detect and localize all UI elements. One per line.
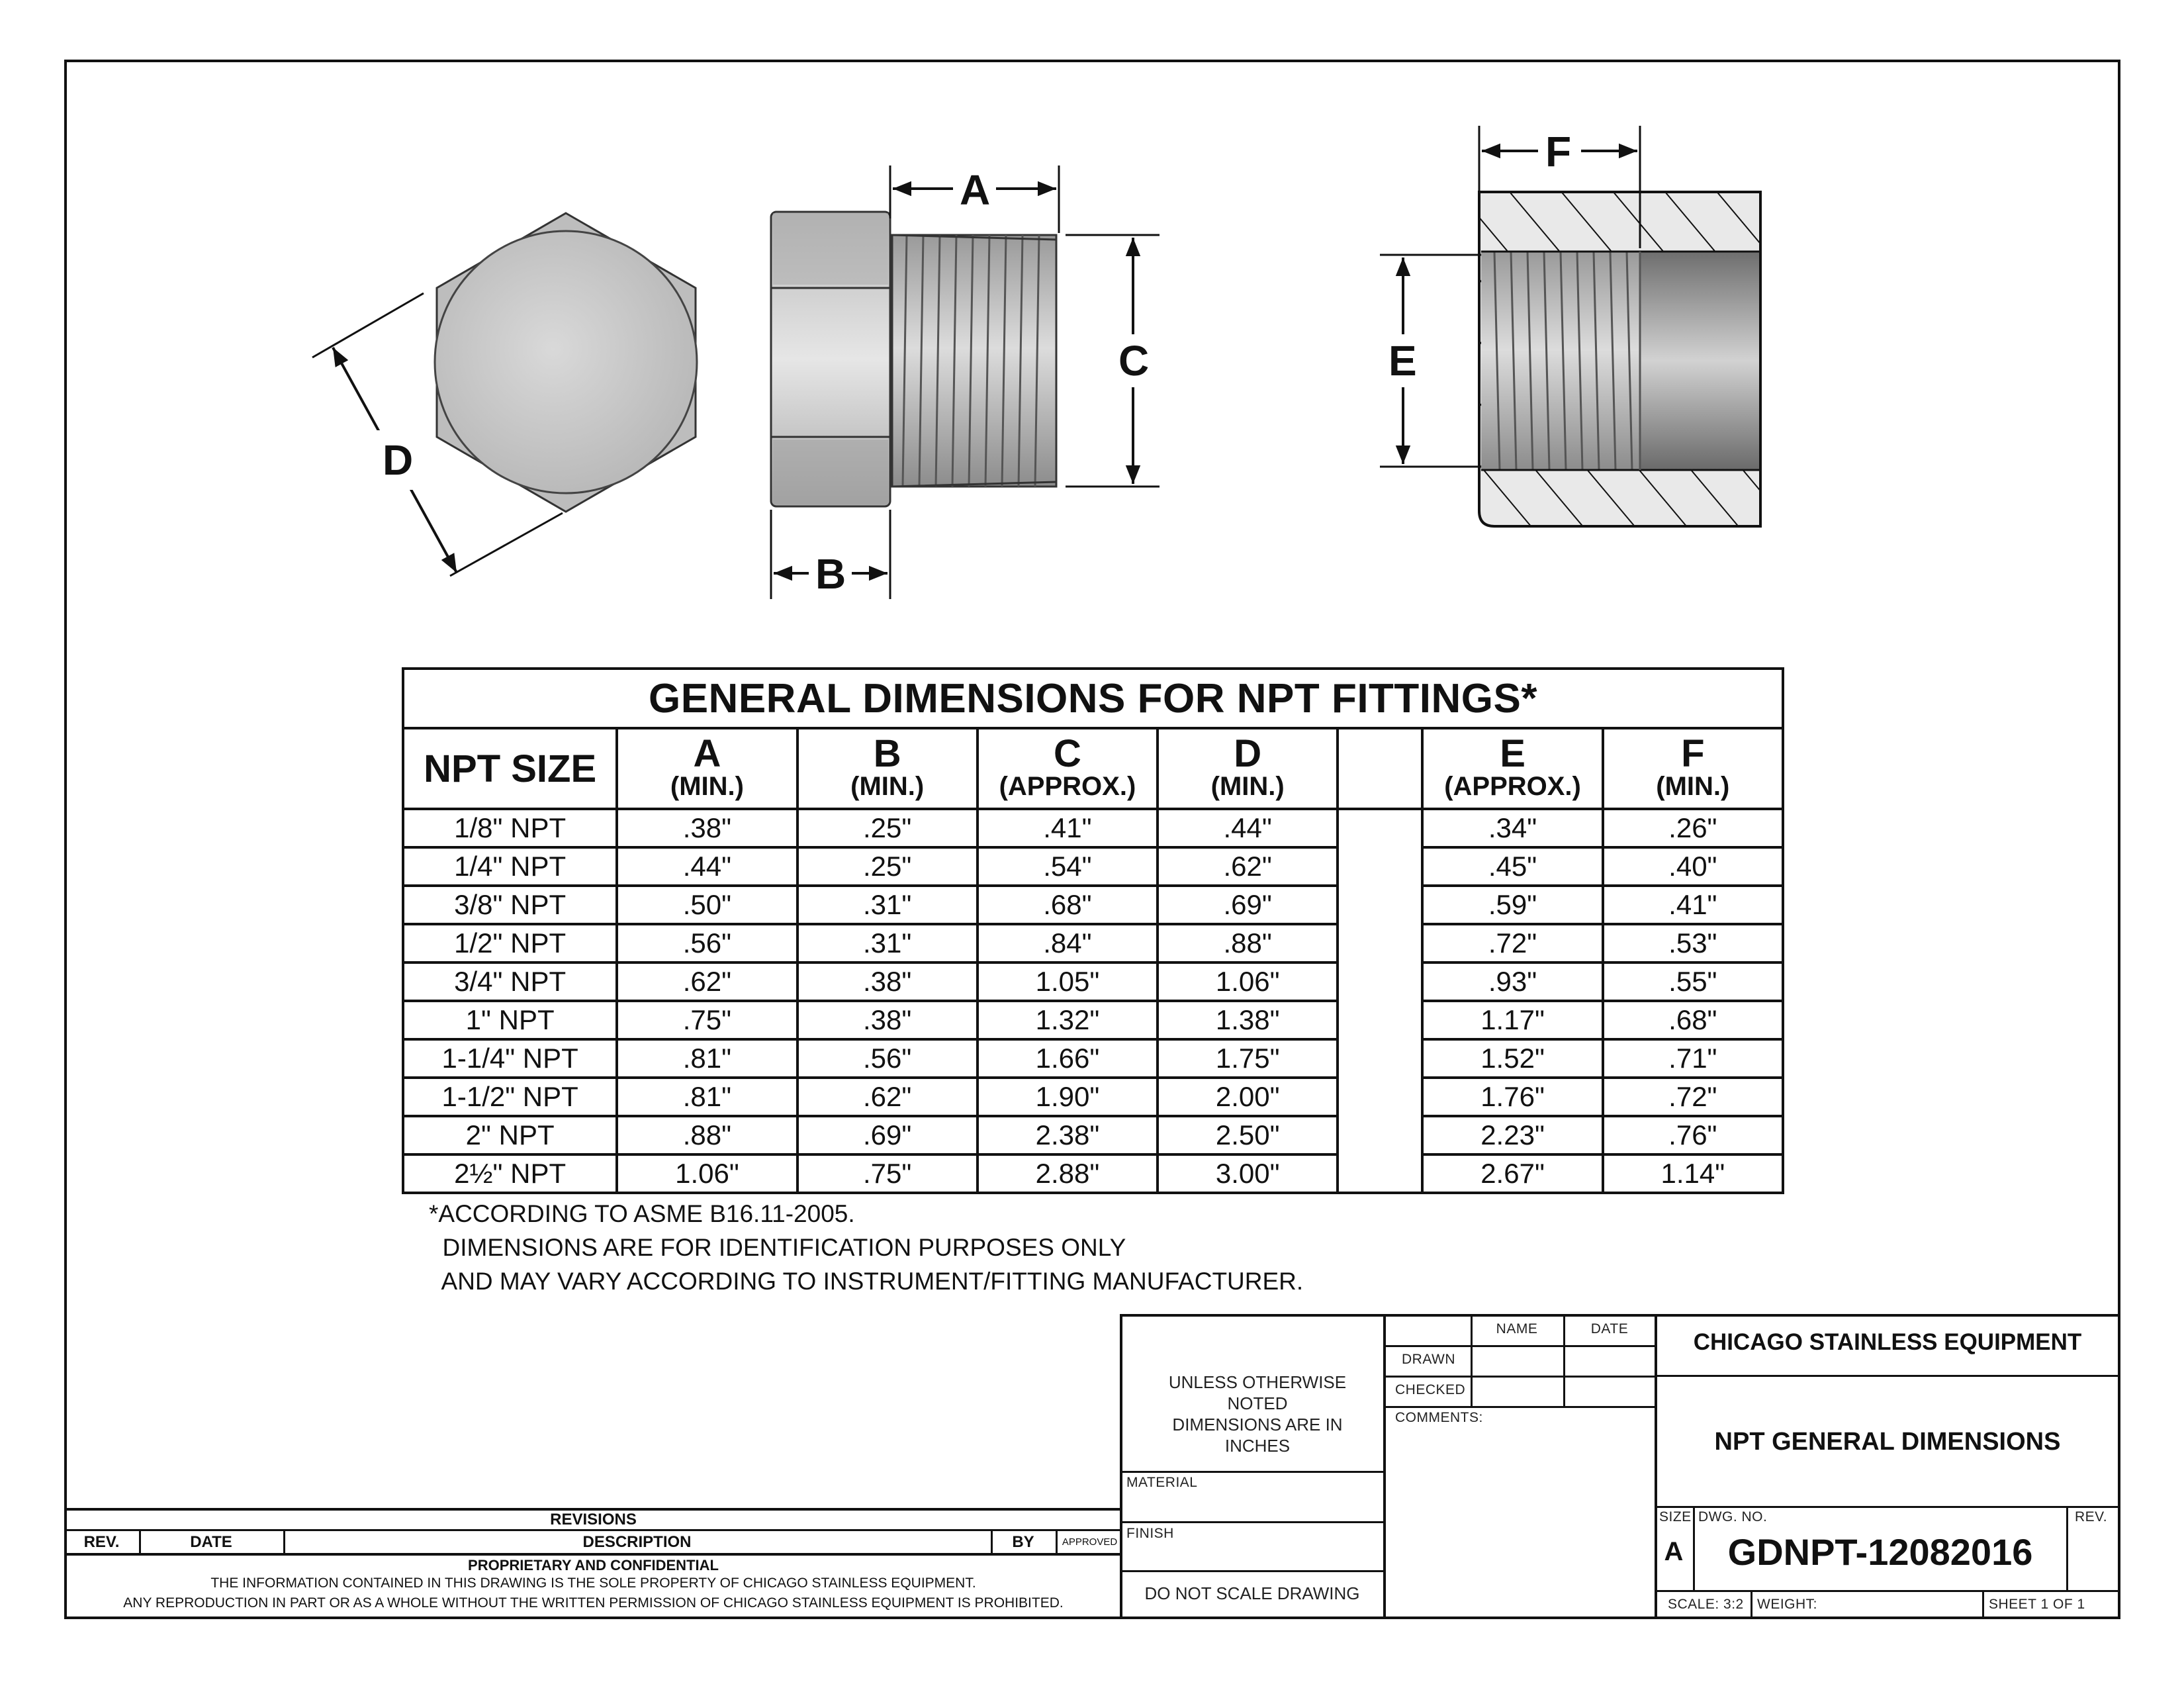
- hex-end-view: [312, 213, 697, 576]
- dimension-cell: .50": [617, 886, 797, 924]
- dim-label-a: A: [960, 166, 991, 214]
- dimension-cell: .69": [1158, 886, 1338, 924]
- dimension-cell: .44": [617, 847, 797, 886]
- dimension-cell: .62": [797, 1078, 978, 1116]
- dimension-cell: 1.14": [1603, 1154, 1783, 1193]
- column-header: [1603, 728, 1783, 809]
- dimension-cell: .88": [1158, 924, 1338, 962]
- checked-label: CHECKED: [1395, 1382, 1466, 1397]
- dimension-cell: .31": [797, 886, 978, 924]
- dimension-cell: .75": [797, 1154, 978, 1193]
- column-header-qualifier: (APPROX.): [999, 772, 1136, 801]
- dimension-cell: .62": [1158, 847, 1338, 886]
- description-col-header: DESCRIPTION: [582, 1533, 692, 1551]
- npt-size-cell: 3/4" NPT: [403, 962, 617, 1001]
- name-header: NAME: [1496, 1321, 1538, 1336]
- dimension-cell: 2.00": [1158, 1078, 1338, 1116]
- units-note: [1145, 1372, 1370, 1456]
- npt-size-cell: 3/8" NPT: [403, 886, 617, 924]
- proprietary-line: ANY REPRODUCTION IN PART OR AS A WHOLE WITHOUT THE WRITTEN PERMISSION OF CHICAGO STAINLESS EQUIPMENT IS PROHIBITED.: [123, 1595, 1064, 1611]
- size-label: SIZE: [1659, 1509, 1692, 1524]
- dim-label-f: F: [1545, 128, 1572, 175]
- column-header-qualifier: (MIN.): [1210, 772, 1285, 801]
- dimension-cell: .40": [1603, 847, 1783, 886]
- table-row: [403, 1078, 1783, 1116]
- table-row: [403, 886, 1783, 924]
- table-title: GENERAL DIMENSIONS FOR NPT FITTINGS*: [403, 669, 1783, 728]
- finish-label: FINISH: [1126, 1526, 1174, 1541]
- dimension-cell: 1.32": [978, 1001, 1158, 1039]
- dimension-cell: .44": [1158, 809, 1338, 847]
- table-notes: [429, 1197, 1303, 1298]
- npt-size-cell: 2" NPT: [403, 1116, 617, 1154]
- npt-size-cell: 1/4" NPT: [403, 847, 617, 886]
- sheet-label: SHEET 1 OF 1: [1989, 1597, 2085, 1612]
- dimension-cell: .69": [797, 1116, 978, 1154]
- npt-size-cell: 1/8" NPT: [403, 809, 617, 847]
- fitting-drawings: [0, 0, 2184, 662]
- dimension-cell: .41": [978, 809, 1158, 847]
- units-note-line: UNLESS OTHERWISE NOTED: [1168, 1372, 1347, 1413]
- dimension-cell: .72": [1603, 1078, 1783, 1116]
- column-header: [978, 728, 1158, 809]
- approved-col-header: APPROVED: [1062, 1536, 1118, 1548]
- dimension-cell: 1.06": [1158, 962, 1338, 1001]
- dimension-cell: [1338, 924, 1422, 962]
- note-line: DIMENSIONS ARE FOR IDENTIFICATION PURPOSES ONLY: [429, 1234, 1126, 1261]
- date-col-header: DATE: [190, 1533, 232, 1551]
- column-header-label: B: [873, 732, 901, 775]
- column-header-qualifier: (APPROX.): [1444, 772, 1581, 801]
- rev-col-header: REV.: [83, 1533, 120, 1551]
- column-header-qualifier: (MIN.): [1656, 772, 1730, 801]
- date-header: DATE: [1590, 1321, 1629, 1336]
- proprietary-line: THE INFORMATION CONTAINED IN THIS DRAWING IS THE SOLE PROPERTY OF CHICAGO STAINLESS EQUIPMENT.: [210, 1575, 976, 1591]
- table-row: [403, 847, 1783, 886]
- dimension-cell: .88": [617, 1116, 797, 1154]
- do-not-scale-note: DO NOT SCALE DRAWING: [1144, 1583, 1360, 1603]
- dimension-cell: 2.88": [978, 1154, 1158, 1193]
- column-header-qualifier: (MIN.): [850, 772, 925, 801]
- dimension-cell: .38": [617, 809, 797, 847]
- dimension-cell: 1.17": [1422, 1001, 1602, 1039]
- table-row: [403, 1039, 1783, 1078]
- dimension-cell: 1.05": [978, 962, 1158, 1001]
- dimension-cell: [1338, 847, 1422, 886]
- dim-label-d: D: [383, 436, 414, 484]
- column-header: [1422, 728, 1602, 809]
- by-col-header: BY: [1012, 1533, 1034, 1551]
- dimension-cell: .38": [797, 1001, 978, 1039]
- cap-section-view: [1380, 126, 1760, 526]
- scale-label: SCALE: 3:2: [1668, 1597, 1744, 1612]
- npt-size-cell: 1-1/4" NPT: [403, 1039, 617, 1078]
- dimension-cell: .31": [797, 924, 978, 962]
- column-header-label: F: [1681, 732, 1705, 775]
- drawing-number: GDNPT-12082016: [1727, 1531, 2033, 1573]
- npt-size-cell: 2½" NPT: [403, 1154, 617, 1193]
- dimension-cell: .53": [1603, 924, 1783, 962]
- table-row: [403, 962, 1783, 1001]
- material-label: MATERIAL: [1126, 1475, 1198, 1490]
- weight-label: WEIGHT:: [1757, 1597, 1817, 1612]
- table-header-row: [403, 728, 1783, 809]
- dimension-cell: 1.66": [978, 1039, 1158, 1078]
- dimension-cell: .56": [617, 924, 797, 962]
- dimension-cell: .68": [1603, 1001, 1783, 1039]
- dimensions-table: [402, 667, 1784, 1194]
- dimension-cell: [1338, 1078, 1422, 1116]
- drawn-label: DRAWN: [1402, 1352, 1456, 1367]
- dimension-cell: 1.52": [1422, 1039, 1602, 1078]
- table-row: [403, 924, 1783, 962]
- column-header-label: A: [693, 732, 721, 775]
- column-header: [617, 728, 797, 809]
- column-header: [797, 728, 978, 809]
- npt-size-cell: 1" NPT: [403, 1001, 617, 1039]
- dimension-cell: .56": [797, 1039, 978, 1078]
- plug-side-view: [771, 165, 1160, 599]
- dimension-cell: .72": [1422, 924, 1602, 962]
- dimension-cell: .75": [617, 1001, 797, 1039]
- dimension-cell: .26": [1603, 809, 1783, 847]
- dimension-cell: 3.00": [1158, 1154, 1338, 1193]
- dim-label-b: B: [815, 550, 846, 598]
- dimension-cell: .93": [1422, 962, 1602, 1001]
- column-header-label: NPT SIZE: [424, 747, 597, 790]
- table-row: [403, 1001, 1783, 1039]
- column-header-label: D: [1234, 732, 1262, 775]
- dimension-cell: .84": [978, 924, 1158, 962]
- dimension-cell: [1338, 1154, 1422, 1193]
- dimension-cell: .81": [617, 1078, 797, 1116]
- dim-label-c: C: [1118, 337, 1150, 385]
- proprietary-title: PROPRIETARY AND CONFIDENTIAL: [468, 1557, 719, 1573]
- dimension-cell: .25": [797, 809, 978, 847]
- dwg-no-label: DWG. NO.: [1698, 1509, 1768, 1524]
- comments-label: COMMENTS:: [1395, 1410, 1483, 1425]
- dimension-cell: 1.76": [1422, 1078, 1602, 1116]
- column-header: [403, 728, 617, 809]
- dimension-cell: [1338, 1116, 1422, 1154]
- dimension-cell: 1.75": [1158, 1039, 1338, 1078]
- dimension-cell: 2.50": [1158, 1116, 1338, 1154]
- dimension-cell: .25": [797, 847, 978, 886]
- note-line: *ACCORDING TO ASME B16.11-2005.: [429, 1200, 855, 1227]
- dimension-cell: .71": [1603, 1039, 1783, 1078]
- table-body: [403, 809, 1783, 1193]
- dimension-cell: [1338, 1039, 1422, 1078]
- dimension-cell: .81": [617, 1039, 797, 1078]
- column-header-label: C: [1053, 732, 1081, 775]
- drawing-title: NPT GENERAL DIMENSIONS: [1714, 1428, 2061, 1456]
- table-row: [403, 1154, 1783, 1193]
- dimension-cell: 1.90": [978, 1078, 1158, 1116]
- column-header-label: E: [1500, 732, 1525, 775]
- revisions-title: REVISIONS: [550, 1511, 637, 1528]
- dimension-cell: .45": [1422, 847, 1602, 886]
- company-name: CHICAGO STAINLESS EQUIPMENT: [1693, 1329, 2082, 1355]
- dimension-cell: 1.06": [617, 1154, 797, 1193]
- table-row: [403, 809, 1783, 847]
- column-header-qualifier: (MIN.): [670, 772, 744, 801]
- dimension-cell: [1338, 1001, 1422, 1039]
- dimension-cell: .76": [1603, 1116, 1783, 1154]
- dimension-cell: .55": [1603, 962, 1783, 1001]
- dimension-cell: .68": [978, 886, 1158, 924]
- column-header: [1338, 728, 1422, 809]
- dimension-cell: .41": [1603, 886, 1783, 924]
- npt-size-cell: 1/2" NPT: [403, 924, 617, 962]
- dimension-cell: 2.23": [1422, 1116, 1602, 1154]
- dimension-cell: .38": [797, 962, 978, 1001]
- dimension-cell: .54": [978, 847, 1158, 886]
- units-note-line: DIMENSIONS ARE IN INCHES: [1172, 1415, 1343, 1456]
- dimension-cell: [1338, 962, 1422, 1001]
- dimension-cell: .34": [1422, 809, 1602, 847]
- dim-label-e: E: [1388, 337, 1417, 385]
- column-header: [1158, 728, 1338, 809]
- dimension-cell: [1338, 809, 1422, 847]
- dimension-cell: 2.67": [1422, 1154, 1602, 1193]
- dimension-cell: 1.38": [1158, 1001, 1338, 1039]
- dimension-cell: .62": [617, 962, 797, 1001]
- rev-label: REV.: [2075, 1509, 2108, 1524]
- npt-size-cell: 1-1/2" NPT: [403, 1078, 617, 1116]
- size-value: A: [1664, 1537, 1684, 1566]
- dimension-cell: .59": [1422, 886, 1602, 924]
- dimension-cell: [1338, 886, 1422, 924]
- table-row: [403, 1116, 1783, 1154]
- dimension-cell: 2.38": [978, 1116, 1158, 1154]
- note-line: AND MAY VARY ACCORDING TO INSTRUMENT/FITTING MANUFACTURER.: [429, 1268, 1304, 1295]
